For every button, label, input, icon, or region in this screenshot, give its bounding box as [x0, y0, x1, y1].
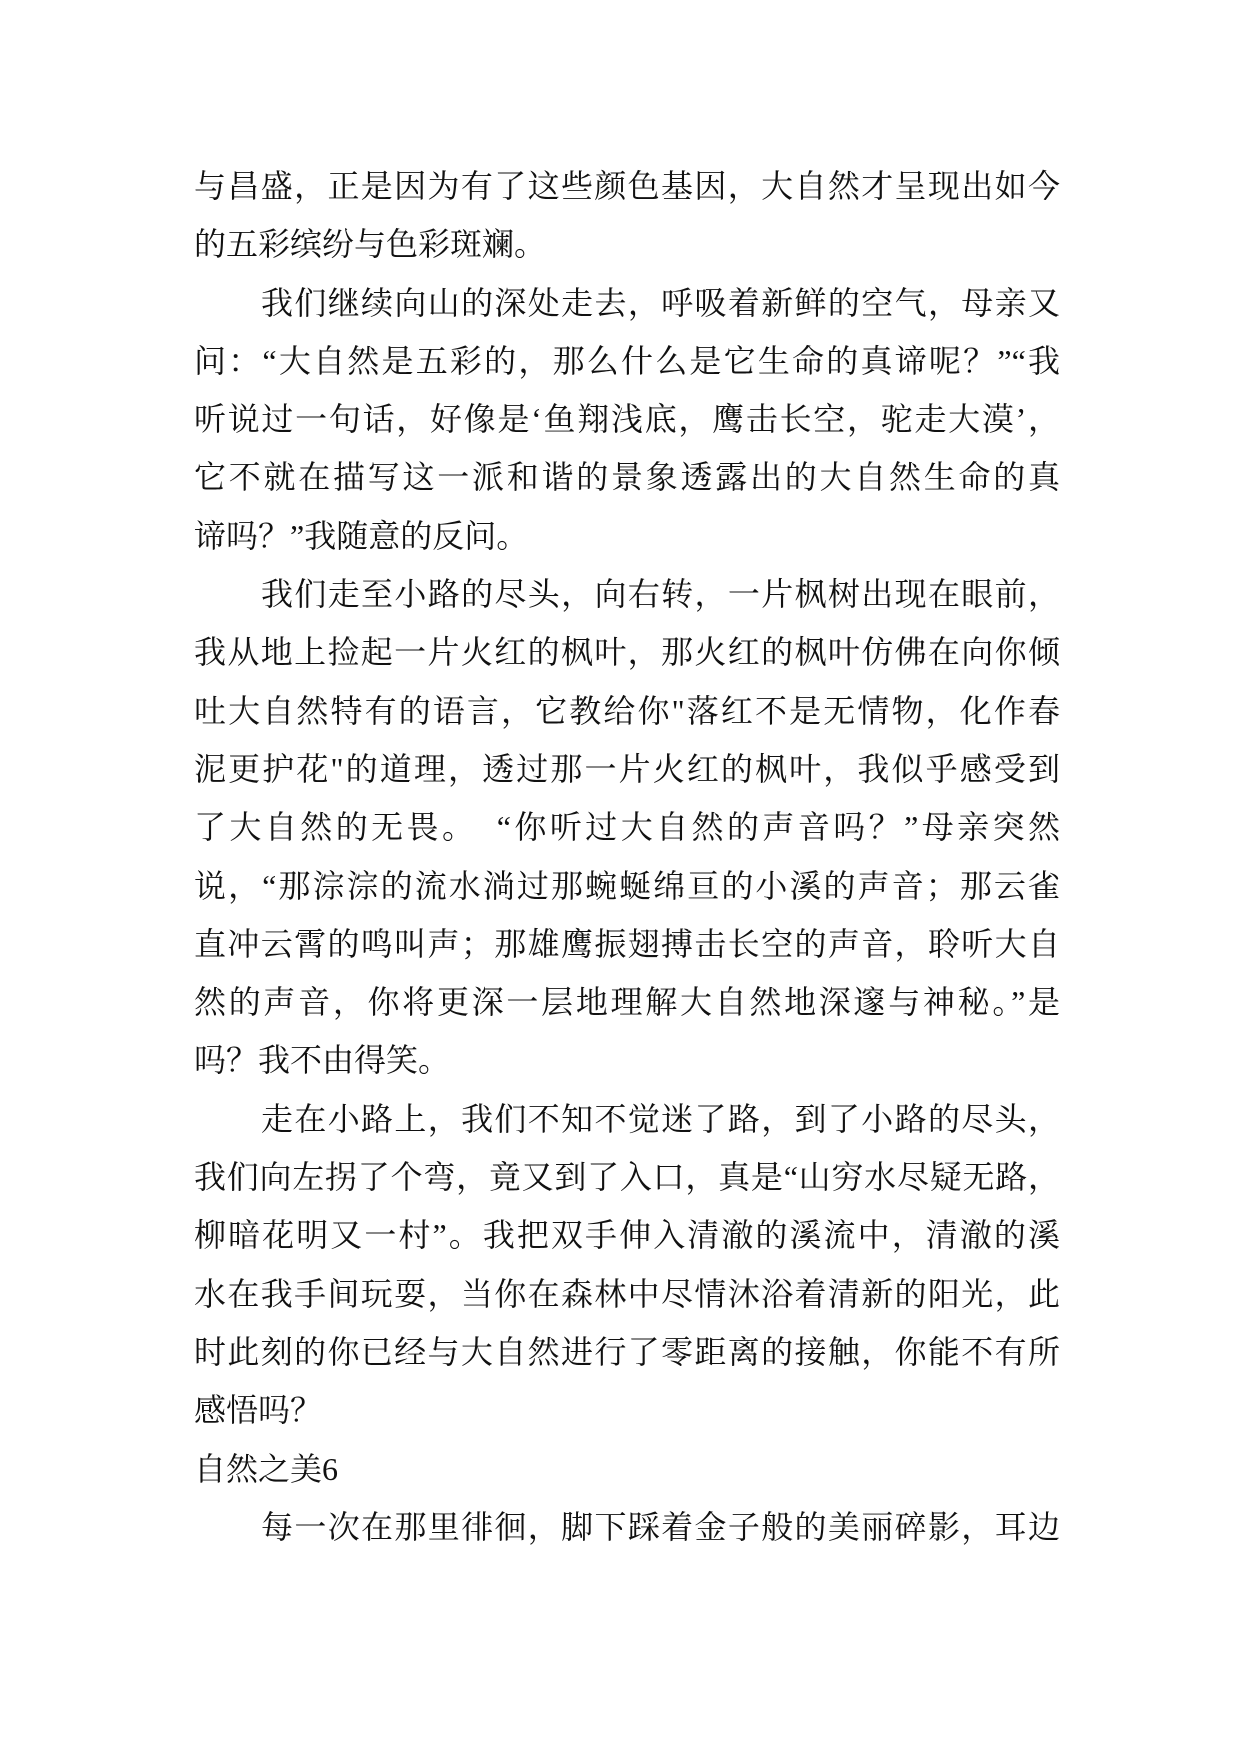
paragraph [194, 274, 1060, 565]
text-line: 柳暗花明又一村”。我把双手伸入清澈的溪流中，清澈的溪 [194, 1217, 1060, 1254]
text-line: 了大自然的无畏。 “你听过大自然的声音吗？”母亲突然 [194, 809, 1060, 846]
text-line: 我们向左拐了个弯，竟又到了入口，真是“山穷水尽疑无路， [194, 1159, 1060, 1196]
text-line: 我从地上捡起一片火红的枫叶，那火红的枫叶仿佛在向你倾 [194, 634, 1060, 671]
text-line: 时此刻的你已经与大自然进行了零距离的接触，你能不有所 [194, 1333, 1060, 1370]
text-line: 听说过一句话，好像是‘鱼翔浅底，鹰击长空，驼走大漠’， [194, 401, 1060, 438]
text-line: 然的声音，你将更深一层地理解大自然地深邃与神秘。”是 [194, 984, 1060, 1021]
text-line: 每一次在那里徘徊，脚下踩着金子般的美丽碎影，耳边 [261, 1508, 1060, 1545]
text-line: 吗？我不由得笑。 [194, 1042, 451, 1079]
text-line: 我们继续向山的深处走去，呼吸着新鲜的空气，母亲又 [261, 284, 1060, 321]
text-line: 说，“那淙淙的流水淌过那蜿蜒绵亘的小溪的声音；那云雀 [194, 867, 1060, 904]
paragraph [194, 1498, 1060, 1556]
text-line: 泥更护花"的道理，透过那一片火红的枫叶，我似乎感受到 [194, 750, 1060, 787]
paragraph [194, 157, 1060, 274]
text-line: 感悟吗？ [194, 1392, 323, 1429]
text-line: 的五彩缤纷与色彩斑斓。 [194, 226, 547, 263]
text-line: 走在小路上，我们不知不觉迷了路，到了小路的尽头， [261, 1100, 1060, 1137]
document-body [194, 157, 1060, 1556]
text-line: 问：“大自然是五彩的，那么什么是它生命的真谛呢？”“我 [194, 342, 1060, 379]
text-line: 它不就在描写这一派和谐的景象透露出的大自然生命的真 [194, 459, 1060, 496]
section-heading: 自然之美6 [194, 1450, 339, 1487]
text-line: 吐大自然特有的语言，它教给你"落红不是无情物，化作春 [194, 692, 1060, 729]
text-line: 谛吗？”我随意的反问。 [194, 517, 529, 554]
text-line: 与昌盛，正是因为有了这些颜色基因，大自然才呈现出如今 [194, 168, 1060, 204]
text-line: 我们走至小路的尽头，向右转，一片枫树出现在眼前， [261, 576, 1060, 613]
paragraph [194, 565, 1060, 1090]
text-line: 直冲云霄的鸣叫声；那雄鹰振翅搏击长空的声音，聆听大自 [194, 925, 1060, 962]
paragraph [194, 1090, 1060, 1440]
text-line: 水在我手间玩耍，当你在森林中尽情沐浴着清新的阳光，此 [194, 1275, 1060, 1312]
